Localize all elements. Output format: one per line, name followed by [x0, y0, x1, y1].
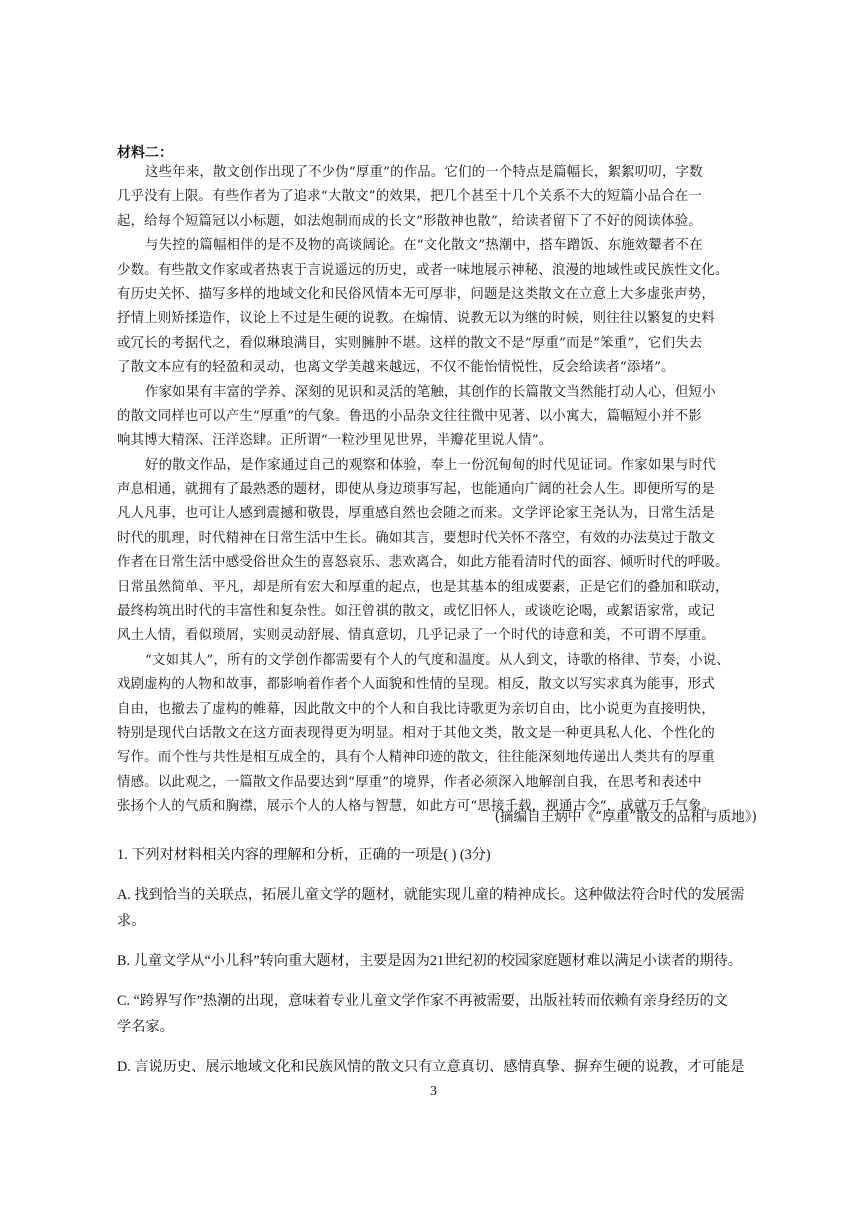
essay-line: 的散文同样也可以产生“厚重”的气象。鲁迅的小品杂文往往微中见著、以小寓大，篇幅短小并不影 [117, 408, 702, 424]
essay-line: 起，给每个短篇冠以小标题，如法炮制而成的长文“形散神也散”，给读者留下了不好的阅读体验。 [117, 213, 702, 229]
essay-line: 特别是现代白话散文在这方面表现得更为明显。相对于其他文类，散文是一种更具私人化、个性化的 [117, 725, 715, 741]
essay-line: 好的散文作品，是作家通过自己的观察和体验，奉上一份沉甸甸的时代见证词。作家如果与时代 [145, 457, 716, 473]
essay-line: 张扬个人的气质和胸襟，展示个人的人格与智慧，如此方可“思接千载，视通古今”，成就万千气象。 [117, 799, 716, 815]
answer-option-line: 求。 [117, 913, 146, 929]
essay-line: 响其博大精深、汪洋恣肆。正所谓“一粒沙里见世界，半瓣花里说人情”。 [117, 433, 553, 449]
essay-line: 日常虽然简单、平凡，却是所有宏大和厚重的起点，也是其基本的组成要素，正是它们的叠加和联动， [117, 579, 729, 595]
answer-option-line: B. 儿童文学从“小儿科”转向重大题材，主要是因为21世纪初的校园家庭题材难以满足小读者的期待。 [117, 953, 743, 969]
essay-line: 凡人凡事，也可让人感到震撼和敬畏，厚重感自然也会随之而来。文学评论家王尧认为，日常生活是 [117, 506, 715, 522]
section-label: 材料二： [117, 145, 173, 161]
essay-line: 与失控的篇幅相伴的是不及物的高谈阔论。在“文化散文”热潮中，搭车蹭饭、东施效颦者不在 [145, 238, 703, 254]
answer-option [117, 988, 769, 1040]
essay-line: 几乎没有上限。有些作者为了追求“大散文”的效果，把几个甚至十几个关系不大的短篇小品合在一 [117, 189, 702, 205]
essay-body [117, 161, 769, 820]
essay-line: 戏剧虚构的人物和故事，都影响着作者个人面貌和性情的呈现。相反，散文以写实求真为能事，形式 [117, 677, 715, 693]
essay-line: 最终构筑出时代的丰富性和复杂性。如汪曾祺的散文，或忆旧怀人，或谈吃论喝，或絮语家常，或记 [117, 604, 715, 620]
page-number: 3 [430, 1084, 437, 1099]
source-citation: (摘编自王炳中《“厚重”散文的品相与质地》) [494, 809, 757, 825]
essay-line: 了散文本应有的轻盈和灵动，也离文学美越来越远，不仅不能怡情悦性，反会给读者“添堵”。 [117, 360, 675, 376]
essay-line: 写作。而个性与共性是相互成全的，具有个人精神印迹的散文，往往能深刻地传递出人类共有的厚重 [117, 750, 715, 766]
answer-option-line: A. 找到恰当的关联点，拓展儿童文学的题材，就能实现儿童的精神成长。这种做法符合时代的发展需 [117, 887, 745, 903]
essay-line: 自由，也撤去了虚构的帷幕，因此散文中的个人和自我比诗歌更为亲切自由，比小说更为直接明快， [117, 701, 715, 717]
essay-line: 抒情上则矫揉造作，议论上不过是生硬的说教。在煽情、说教无以为继的时候，则往往以繁复的史料 [117, 311, 715, 327]
answer-option-line: 学名家。 [117, 1019, 174, 1035]
essay-line: 时代的肌理，时代精神在日常生活中生长。确如其言，要想时代关怀不落空，有效的办法莫过于散文 [117, 530, 715, 546]
answer-option [117, 1054, 769, 1080]
answer-option-line: D. 言说历史、展示地域文化和民族风情的散文只有立意真切、感情真挚、摒弃生硬的说教，才可能是 [117, 1059, 745, 1075]
essay-line: 情感。以此观之，一篇散文作品要达到“厚重”的境界，作者必须深入地解剖自我，在思考和表述中 [117, 774, 702, 790]
answer-option-line: C. “跨界写作”热潮的出现，意味着专业儿童文学作家不再被需要，出版社转而依赖有亲身经历的文 [117, 993, 728, 1009]
essay-line: 有历史关怀、描写多样的地域文化和民俗风情本无可厚非，问题是这类散文在立意上大多虚张声势， [117, 286, 715, 302]
essay-line: 作家如果有丰富的学养、深刻的见识和灵活的笔触，其创作的长篇散文当然能打动人心，但短小 [145, 384, 716, 400]
essay-line: “文如其人”，所有的文学创作都需要有个人的气度和温度。从人到文，诗歌的格律、节奏，小说、 [145, 652, 730, 668]
essay-line: 这些年来，散文创作出现了不少伪“厚重”的作品。它们的一个特点是篇幅长，絮絮叨叨，字数 [145, 165, 703, 180]
answer-option [117, 882, 769, 934]
answer-option [117, 948, 769, 974]
essay-line: 声息相通，就拥有了最熟悉的题材，即使从身边琐事写起，也能通向广阔的社会人生。即便所写的是 [117, 482, 715, 498]
essay-line: 作者在日常生活中感受俗世众生的喜怒哀乐、悲欢离合，如此方能看清时代的面容、倾听时代的呼吸。 [117, 555, 729, 571]
essay-line: 风土人情，看似琐屑，实则灵动舒展、情真意切，几乎记录了一个时代的诗意和美，不可谓不厚重。 [117, 628, 715, 644]
essay-line: 少数。有些散文作家或者热衷于言说遥远的历史，或者一味地展示神秘、浪漫的地域性或民族性文化。 [117, 262, 729, 278]
question-stem: 1. 下列对材料相关内容的理解和分析，正确的一项是( ) (3分) [117, 847, 491, 863]
question-block [117, 842, 769, 1094]
essay-line: 或冗长的考据代之，看似琳琅满目，实则臃肿不堪。这样的散文不是“厚重”而是“笨重”，它们失去 [117, 335, 703, 351]
